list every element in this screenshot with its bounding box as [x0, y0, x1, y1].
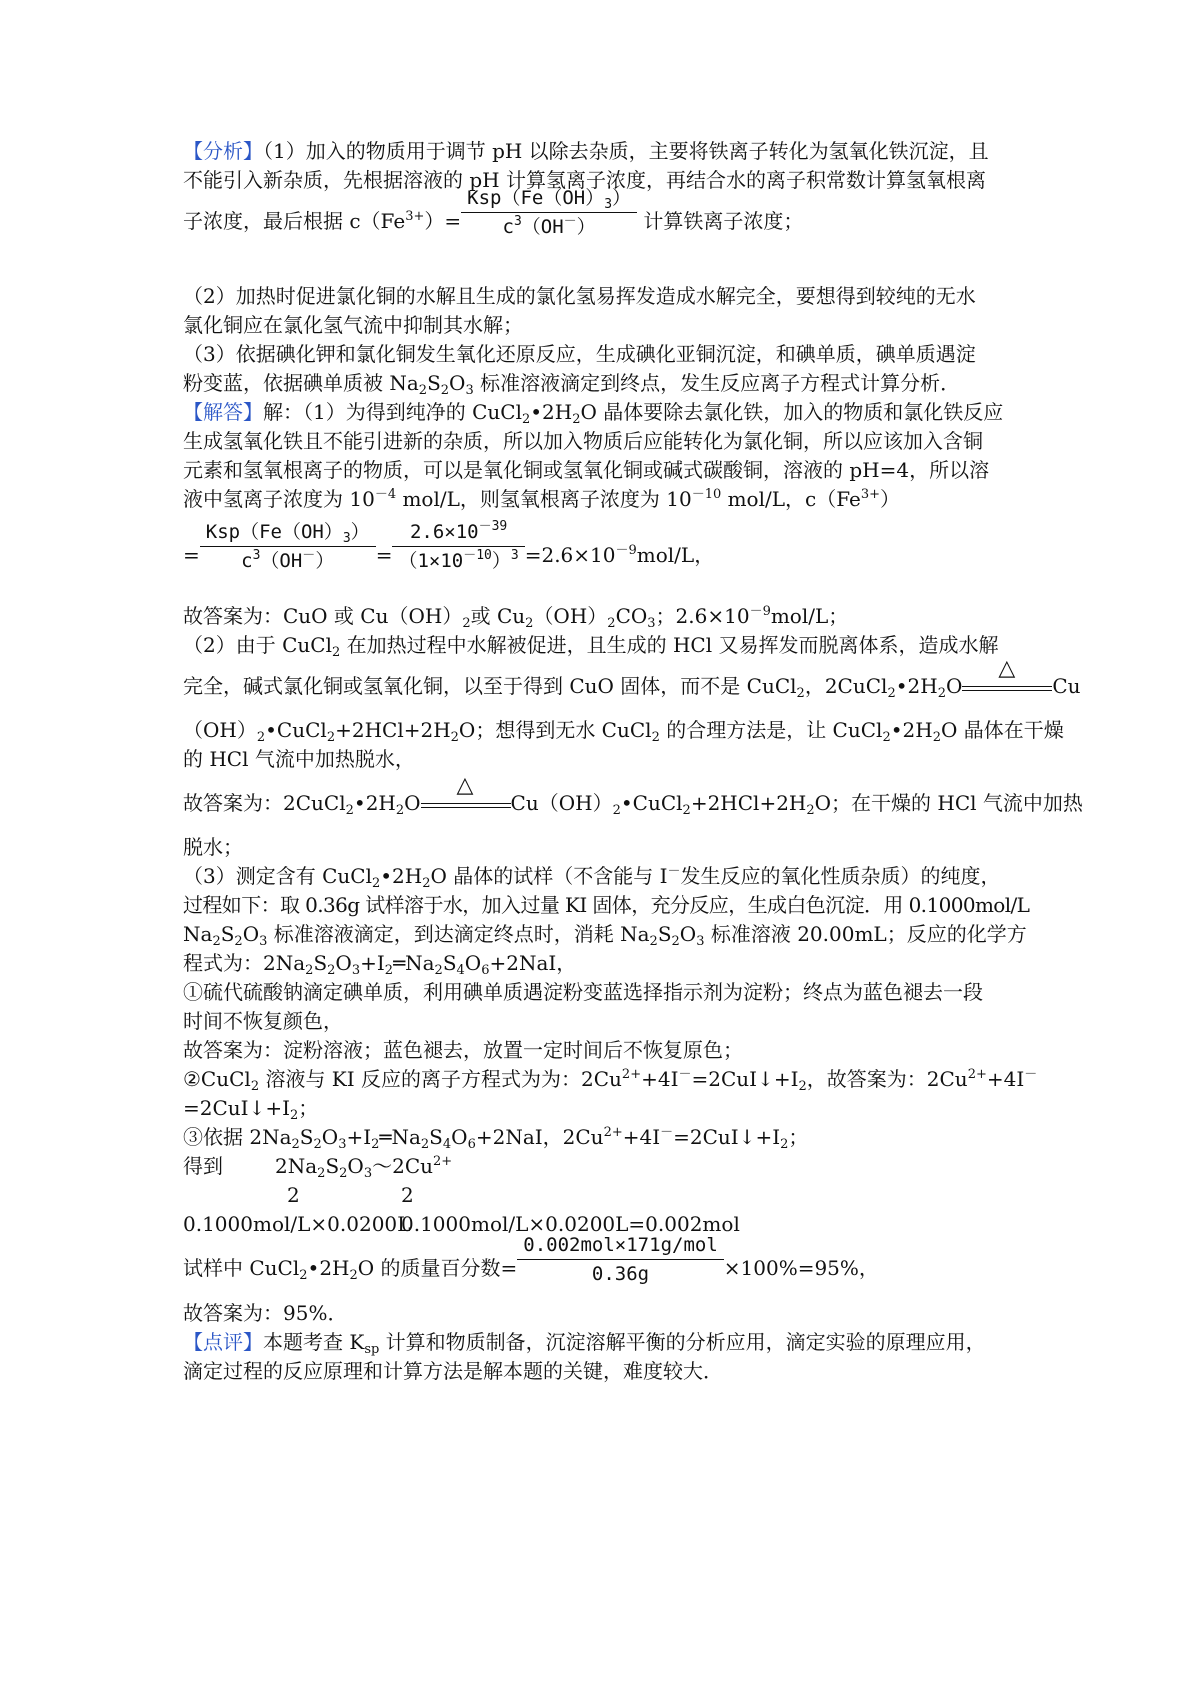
- step-2-line-1: ②CuCl$_2$ 溶液与 KI 反应的离子方程式为为：$2Cu^{2+}+4I^-=2CuI↓+I_2$，故答案为：$2Cu^{2+}+4I^-$: [183, 1067, 1038, 1094]
- answer-3-line-4: 程式为：$2Na_2S_2O_3+I_2═Na_2S_4O_6+2NaI$，: [183, 951, 577, 978]
- analysis-p3-line-2: 粉变蓝，依据碘单质被 $Na_2S_2O_3$ 标准溶液滴定到终点，发生反应离子方程式计算分析．: [183, 371, 961, 398]
- ksp-fraction: $\frac{Ksp(Fe(OH)_3)}{c^3(OH^-)}$: [461, 186, 637, 239]
- answer-3-result: 故答案为：95%．: [183, 1301, 348, 1325]
- comment-line-2: 滴定过程的反应原理和计算方法是解本题的关键，难度较大．: [183, 1359, 723, 1383]
- analysis-p2-line-1: （2）加热时促进氯化铜的水解且生成的氯化氢易挥发造成水解完全，要想得到较纯的无水: [183, 284, 976, 308]
- calc-copper: 0.1000mol/L×0.0200L=0.002mol: [401, 1212, 740, 1236]
- answer-2-result: 故答案为：$2CuCl_2•2H_2O$ △ $Cu(OH)_2•CuCl_2+2HCl+2H_2O$；在干燥的 HCl 气流中加热: [183, 772, 1083, 818]
- analysis-p3-line-1: （3）依据碘化钾和氯化铜发生氧化还原反应，生成碘化亚铜沉淀，和碘单质，碘单质遇淀: [183, 342, 976, 366]
- coef-copper: 2: [401, 1183, 414, 1207]
- analysis-line-1: 【分析】（1）加入的物质用于调节 pH 以除去杂质，主要将铁离子转化为氢氧化铁沉淀，且: [183, 139, 989, 163]
- analysis-line-3: 子浓度，最后根据 $c(Fe^{3+})=$ $\frac{Ksp(Fe(OH)_3)}{c^3(OH^-)}$ 计算铁离子浓度；: [183, 187, 804, 238]
- mass-fraction: $\frac{\text{0.002mol×171g/mol}}{0.36g}$: [517, 1233, 723, 1286]
- analysis-p2-line-2: 氯化铜应在氯化氢气流中抑制其水解；: [183, 313, 523, 337]
- answer-2-line-1: （2）由于 CuCl$_2$ 在加热过程中水解被促进，且生成的 HCl 又易挥发而脱离体系，造成水解: [183, 633, 999, 660]
- numeric-fraction: $\frac{2.6\times 10^{-39}}{(1\times 10^{-10})^3}$: [392, 520, 524, 573]
- step-3-line-1: ③依据 $2Na_2S_2O_3+I_2═Na_2S_4O_6+2NaI$，$2Cu^{2+}+4I^-=2CuI↓+I_2$；: [183, 1125, 809, 1152]
- step-1-answer: 故答案为：淀粉溶液；蓝色褪去，放置一定时间后不恢复原色；: [183, 1038, 743, 1062]
- answer-2-line-3: $(OH)_2•CuCl_2+2HCl+2H_2O$；想得到无水 CuCl$_2$ 的合理方法是，让 $CuCl_2•2H_2O$ 晶体在干燥: [183, 718, 1064, 745]
- answer-3-line-1: （3）测定含有 $CuCl_2•2H_2O$ 晶体的试样（不含能与 I－发生反应的氧化性质杂质）的纯度，: [183, 864, 1001, 891]
- heat-arrow-2: △: [421, 795, 511, 815]
- answer-line-3: 元素和氢氧根离子的物质，可以是氧化铜或氢氧化铜或碱式碳酸铜，溶液的 pH=4，所以溶: [183, 458, 990, 482]
- stoichiometry-relation: $2Na_2S_2O_3\sim 2Cu^{2+}$: [275, 1154, 453, 1181]
- answer-1-line: 故答案为：CuO 或 $Cu(OH)_2$或 $Cu_2(OH)_2CO_3$；$2.6\times 10^{-9}mol/L$；: [183, 604, 849, 631]
- coef-thiosulfate: 2: [287, 1183, 300, 1207]
- analysis-tag: 【分析】: [183, 139, 263, 163]
- answer-2-line-4: 的 HCl 气流中加热脱水，: [183, 747, 415, 771]
- answer-line-1: 【解答】解：（1）为得到纯净的 $CuCl_2•2H_2O$ 晶体要除去氯化铁，加入的物质和氯化铁反应: [183, 400, 1004, 427]
- mass-percent-line: 试样中 $CuCl_2•2H_2O$ 的质量百分数= $\frac{\text{0.002mol×171g/mol}}{0.36g}$ ×100%=95%，: [183, 1234, 879, 1285]
- answer-line-4: 液中氢离子浓度为 $10^{-4}$ mol/L，则氢氧根离子浓度为 $10^{-10}$ mol/L，$c(Fe^{3+})$: [183, 487, 901, 511]
- answer-tag: 【解答】: [183, 400, 263, 424]
- ksp-calculation-line: = $\frac{Ksp(Fe(OH)_3)}{c^3(OH^-)}$ = $\frac{2.6\times 10^{-39}}{(1\times 10^{-10})^3}$ $=2.6\times 10^{-9}mol/L$，: [183, 519, 715, 572]
- step-2-line-2: $=2CuI↓+I_2$；: [183, 1096, 319, 1123]
- step-1-line-1: ①硫代硫酸钠滴定碘单质，利用碘单质遇淀粉变蓝选择指示剂为淀粉；终点为蓝色褪去一段: [183, 980, 983, 1004]
- comment-line-1: 【点评】本题考查 $K_{sp}$ 计算和物质制备，沉淀溶解平衡的分析应用，滴定实验的原理应用，: [183, 1330, 986, 1357]
- get-label: 得到: [183, 1154, 223, 1178]
- answer-3-line-2: 过程如下：取 0.36g 试样溶于水，加入过量 KI 固体，充分反应，生成白色沉淀．用 0.1000mol/L: [183, 893, 1030, 917]
- ksp-fraction-2: $\frac{Ksp(Fe(OH)_3)}{c^3(OH^-)}$: [200, 520, 376, 573]
- comment-tag: 【点评】: [183, 1330, 263, 1354]
- analysis-line-2: 不能引入新杂质，先根据溶液的 pH 计算氢离子浓度，再结合水的离子积常数计算氢氧根离: [183, 168, 986, 192]
- answer-line-2: 生成氢氧化铁且不能引进新的杂质，所以加入物质后应能转化为氯化铜，所以应该加入含铜: [183, 429, 983, 453]
- answer-2-result-line-2: 脱水；: [183, 835, 243, 859]
- step-1-line-2: 时间不恢复颜色，: [183, 1009, 343, 1033]
- answer-3-line-3: $Na_2S_2O_3$ 标准溶液滴定，到达滴定终点时，消耗 $Na_2S_2O_3$ 标准溶液 20.00mL；反应的化学方: [183, 922, 1027, 949]
- calc-thiosulfate: 0.1000mol/L×0.0200L: [183, 1212, 411, 1236]
- answer-2-line-2: 完全，碱式氯化铜或氢氧化铜，以至于得到 CuO 固体，而不是 CuCl$_2$，$2CuCl_2•2H_2O$ △ Cu: [183, 655, 1081, 701]
- heat-arrow: △: [962, 678, 1052, 698]
